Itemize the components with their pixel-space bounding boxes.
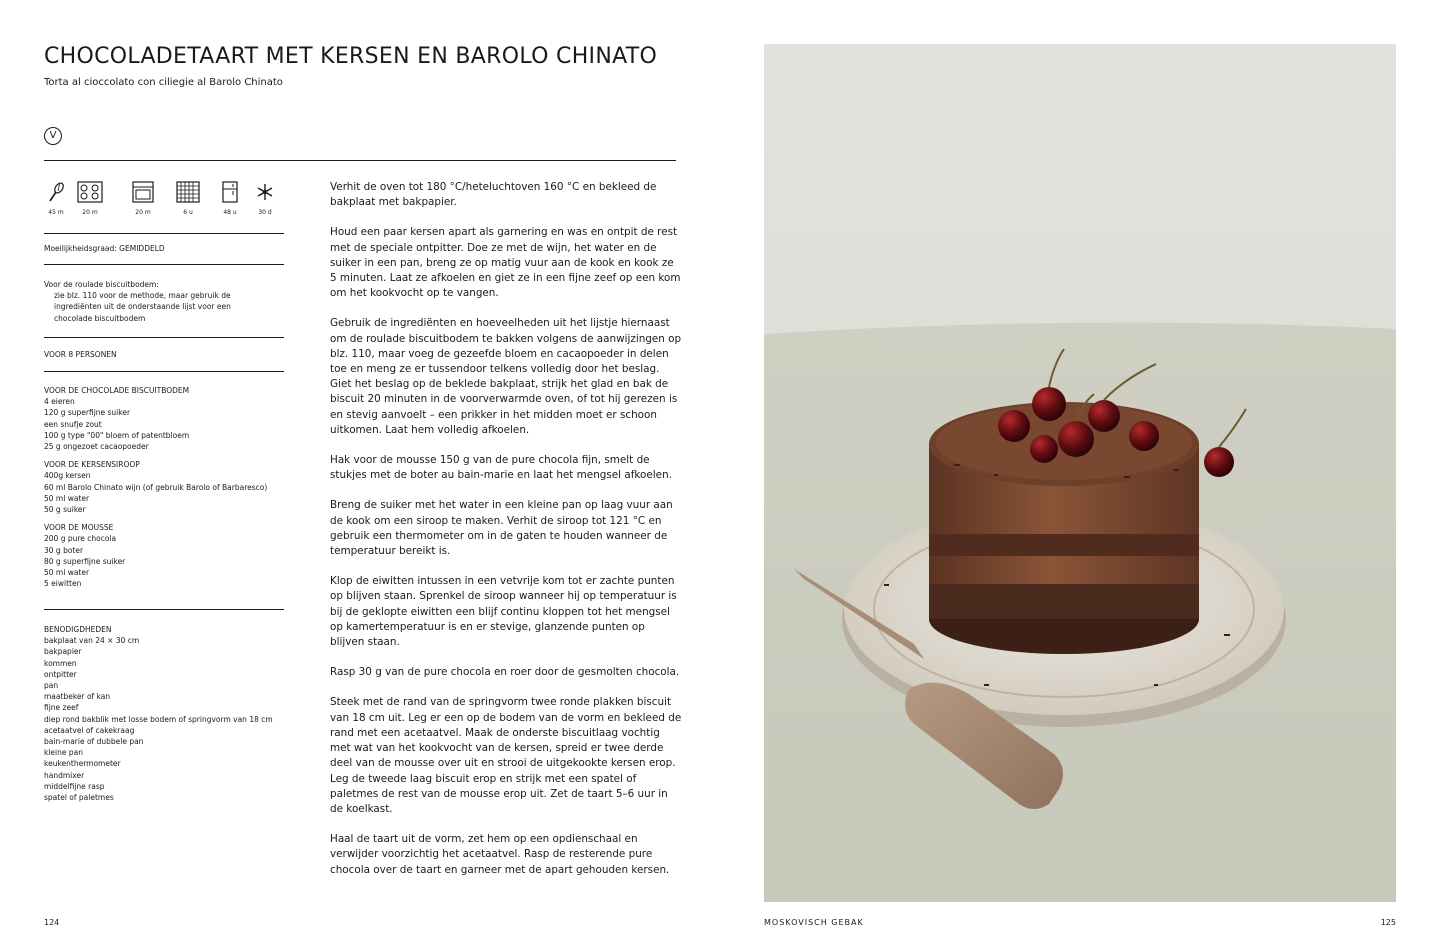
divider [44,337,284,338]
ingredient-group-biscuit [44,385,289,452]
freezer-time [250,181,280,216]
prep-time-label: 45 m [48,209,64,216]
equipment-list [44,624,289,803]
method-step: Verhit de oven tot 180 °C/heteluchtoven 160 °C en bekleed de bakplaat met bakpapier. [330,181,657,209]
prep-time [41,181,71,216]
divider [44,609,284,610]
ingredient-group-heading: VOOR DE KERSENSIROOP [44,460,140,470]
equipment-heading: BENODIGDHEDEN [44,625,112,634]
equipment-item: ontpitter [44,669,77,679]
recipe-title: CHOCOLADETAART MET KERSEN EN BAROLO CHINATO [44,44,658,69]
ingredient-item: 400g kersen [44,471,91,481]
method-step: Hak voor de mousse 150 g van de pure chocola fijn, smelt de stukjes met de boter au bain-marie en laat het mengsel afkoelen. [330,454,672,482]
divider [44,233,284,234]
ingredients-list [44,385,289,589]
stove-time-label: 20 m [82,209,98,216]
equipment-item: kommen [44,658,77,668]
oven-icon [132,181,154,203]
freezer-time-label: 30 d [258,209,272,216]
whisk-icon [45,181,67,203]
ingredient-item: 30 g boter [44,545,84,555]
equipment-item: middelfijne rasp [44,781,105,791]
method-step: Steek met de rand van de springvorm twee ronde plakken biscuit van 18 cm uit. Leg er een op de bodem van de vorm en bekleed de rand met een acetaatvel. Maak de onderste biscuitlaag vochtig met wat van het kookvocht van de kersen, spreid er twee derde deel van de mousse over uit en strooi de uitgekookte kersen erop. Leg de tweede laag biscuit erop en strijk met een spatel of paletmes de rest van de mousse erop uit. Zet de taart 5–6 uur in de koelkast. [330,696,682,815]
right-page [720,0,1440,949]
equipment-item: acetaatvel of cakekraag [44,725,135,735]
ingredient-group-heading: VOOR DE CHOCOLADE BISCUITBODEM [44,386,190,395]
vegetarian-badge: V [44,127,62,145]
method-step: Breng de suiker met het water in een kleine pan op laag vuur aan de kook om een siroop te maken. Verhit de siroop tot 121 °C en gebruik een thermometer om in de gaten te houden wanneer de temperatuur bereikt is. [330,499,673,558]
stove-icon [77,181,103,203]
equipment-item: handmixer [44,770,85,780]
snowflake-icon [255,181,275,203]
divider [44,264,284,265]
equipment-item: bakpapier [44,647,82,657]
fridge-icon [221,181,239,203]
method-step: Gebruik de ingrediënten en hoeveelheden uit het lijstje hiernaast om de roulade biscuitbodem te bakken volgens de aanwijzingen op blz. 110, maar voeg de gezeefde bloem en cacaopoeder in delen toe en meng ze er tussendoor telkens volledig door het beslag. Giet het beslag op de beklede bakplaat, strijk het glad en bak de biscuit 20 minuten in de voorverwarmde oven, of tot hij gerezen is en stevig aanvoelt – een prikker in het midden moet er schoon uitkomen. Laat hem volledig afkoelen. [330,317,682,436]
equipment-item: maatbeker of kan [44,692,111,702]
ingredient-item: 50 ml water [44,568,90,578]
roulade-note-line: chocolade biscuitbodem [54,313,146,323]
ingredient-item: 100 g type "00" bloem of patentbloem [44,430,190,440]
ingredient-item: 5 eiwitten [44,579,82,589]
page-number-right: 125 [1380,918,1396,927]
oven-time-label: 20 m [135,209,151,216]
ingredient-item: 200 g pure chocola [44,534,117,544]
method-step: Rasp 30 g van de pure chocola en roer door de gesmolten chocola. [330,666,680,679]
method-step: Haal de taart uit de vorm, zet hem op een opdienschaal en verwijder voorzichtig het acetaatvel. Rasp de resterende pure chocola over de taart en garneer met de apart gehouden kersen. [330,833,670,876]
ingredient-item: 50 ml water [44,493,90,503]
stove-time [75,181,105,216]
ingredient-item: een snufje zout [44,419,102,429]
roulade-note-line: zie blz. 110 voor de methode, maar gebruik de [54,291,231,301]
divider [44,371,284,372]
roulade-note [44,279,289,324]
equipment-item: keukenthermometer [44,759,121,769]
ingredient-item: 80 g superfijne suiker [44,556,126,566]
ingredient-group-mousse [44,522,289,589]
equipment-item: diep rond bakblik met losse bodem of springvorm van 18 cm [44,714,273,724]
ingredient-item: 60 ml Barolo Chinato wijn (of gebruik Barolo of Barbaresco) [44,482,268,492]
equipment-item: fijne zeef [44,703,79,713]
chapter-title: MOSKOVISCH GEBAK [764,918,864,927]
cooling-time [173,181,203,216]
equipment-item: bakplaat van 24 × 30 cm [44,636,140,646]
ingredient-group-syrup [44,459,289,515]
servings: VOOR 8 PERSONEN [44,350,117,359]
time-icons-row [44,181,284,223]
ingredient-item: 4 eieren [44,397,75,407]
fridge-time-label: 48 u [223,209,237,216]
title-divider [44,160,676,161]
ingredient-item: 25 g ongezoet cacaopoeder [44,442,149,452]
ingredient-item: 120 g superfijne suiker [44,408,131,418]
cooling-time-label: 6 u [183,209,193,216]
method-step: Houd een paar kersen apart als garnering en was en ontpit de rest met de speciale ontpitter. Doe ze met de wijn, het water en de suiker in een pan, breng ze op matig vuur aan de kook en kook ze 5 minuten. Laat ze afkoelen en giet ze in een fijne zeef op een kom om het kookvocht op te vangen. [330,226,681,300]
difficulty: Moeilijkheidsgraad: GEMIDDELD [44,244,165,253]
ingredient-item: 50 g suiker [44,505,86,515]
page-number-left: 124 [44,918,60,927]
method-step: Klop de eiwitten intussen in een vetvrije kom tot er zachte punten op blijven staan. Sprenkel de siroop wanneer hij op temperatuur is bij de geklopte eiwitten een blijf continu kloppen tot het mengsel op kamertemperatuur is en er stevige, glanzende punten op blijven staan. [330,575,677,649]
equipment-item: spatel of paletmes [44,793,114,803]
roulade-note-heading: Voor de roulade biscuitbodem: [44,280,159,289]
equipment-item: kleine pan [44,748,83,758]
cake-photo [764,44,1396,902]
method-text [330,180,682,893]
equipment-item: bain-marie of dubbele pan [44,737,144,747]
cooling-rack-icon [176,181,200,203]
equipment-item: pan [44,681,59,691]
oven-time [128,181,158,216]
fridge-time [215,181,245,216]
roulade-note-line: ingrediënten uit de onderstaande lijst voor een [54,302,231,312]
recipe-subtitle: Torta al cioccolato con ciliegie al Barolo Chinato [44,77,283,88]
ingredient-group-heading: VOOR DE MOUSSE [44,523,114,533]
